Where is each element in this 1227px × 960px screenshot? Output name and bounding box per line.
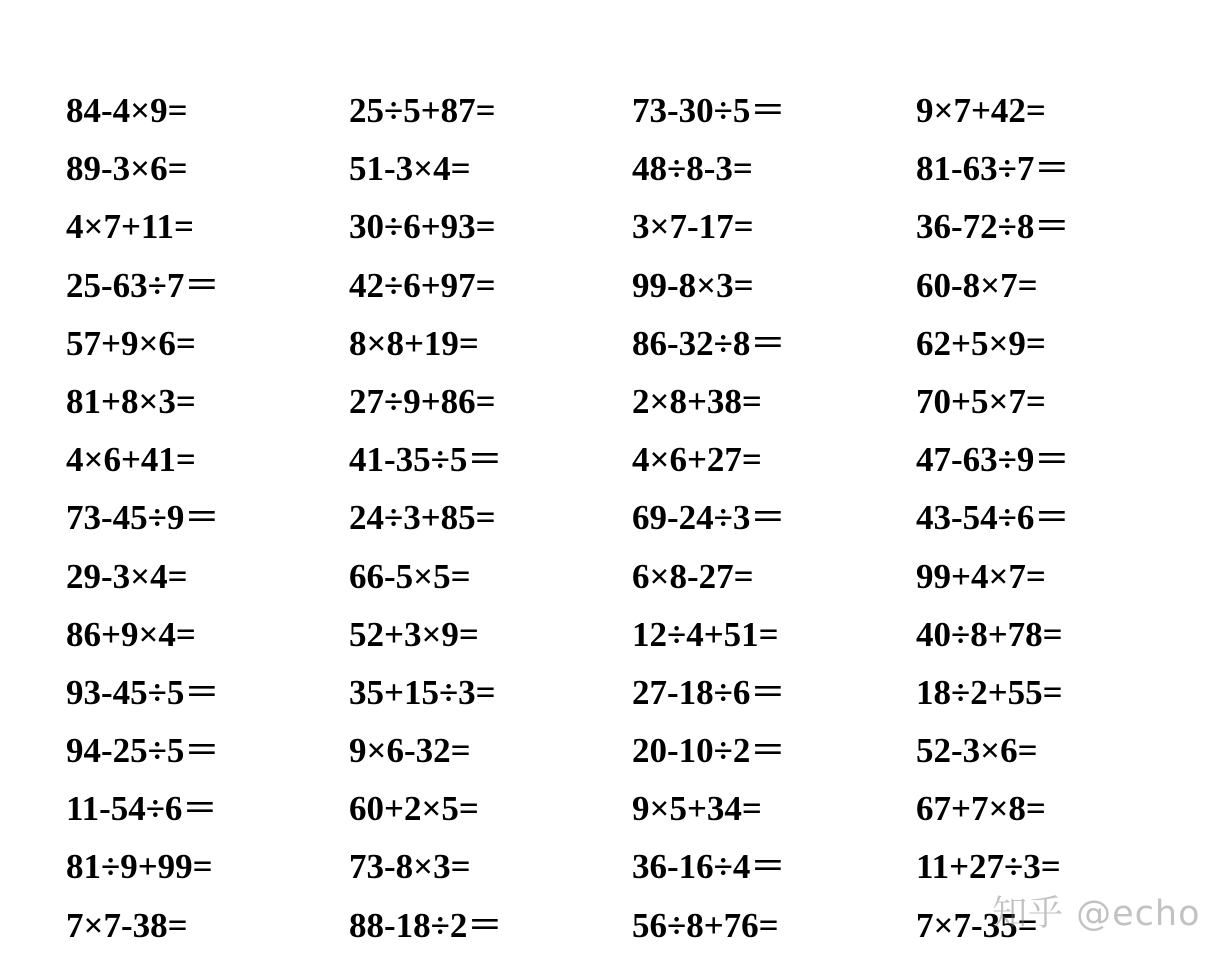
math-problem: 36-16÷4＝ bbox=[632, 847, 786, 887]
math-problem: 35+15÷3= bbox=[349, 672, 496, 712]
math-problem: 73-8×3= bbox=[349, 847, 471, 887]
math-problem: 9×6-32= bbox=[349, 731, 471, 771]
math-problem: 7×7-38= bbox=[66, 905, 188, 945]
math-problem: 40÷8+78= bbox=[916, 614, 1063, 654]
math-problem: 86-32÷8＝ bbox=[632, 323, 786, 363]
math-problem: 52+3×9= bbox=[349, 614, 479, 654]
math-problem: 86+9×4= bbox=[66, 614, 196, 654]
math-problem: 25-63÷7＝ bbox=[66, 265, 220, 305]
math-problem: 60+2×5= bbox=[349, 789, 479, 829]
math-problem: 81÷9+99= bbox=[66, 847, 213, 887]
math-problem: 52-3×6= bbox=[916, 731, 1038, 771]
math-problem: 27÷9+86= bbox=[349, 381, 496, 421]
math-problem: 4×6+27= bbox=[632, 440, 762, 480]
math-problem: 70+5×7= bbox=[916, 381, 1046, 421]
math-problem: 12÷4+51= bbox=[632, 614, 779, 654]
worksheet-grid bbox=[66, 82, 1196, 955]
math-problem: 99-8×3= bbox=[632, 265, 754, 305]
math-problem: 9×7+42= bbox=[916, 91, 1046, 130]
math-problem: 88-18÷2＝ bbox=[349, 905, 503, 945]
math-problem: 25÷5+87= bbox=[349, 91, 496, 130]
watermark: 知乎 @echo bbox=[992, 894, 1201, 934]
math-problem: 20-10÷2＝ bbox=[632, 731, 786, 771]
math-problem: 6×8-27= bbox=[632, 556, 754, 596]
math-problem: 2×8+38= bbox=[632, 381, 762, 421]
math-problem: 81-63÷7＝ bbox=[916, 149, 1070, 189]
math-problem: 42÷6+97= bbox=[349, 265, 496, 305]
math-problem: 73-30÷5＝ bbox=[632, 91, 786, 130]
math-problem: 24÷3+85= bbox=[349, 498, 496, 538]
math-problem: 48÷8-3= bbox=[632, 149, 753, 189]
math-problem: 62+5×9= bbox=[916, 323, 1046, 363]
math-problem: 67+7×8= bbox=[916, 789, 1046, 829]
math-problem: 7×7-35= bbox=[916, 905, 1038, 945]
math-problem: 29-3×4= bbox=[66, 556, 188, 596]
math-problem: 4×7+11= bbox=[66, 207, 194, 247]
math-problem: 69-24÷3＝ bbox=[632, 498, 786, 538]
math-problem: 73-45÷9＝ bbox=[66, 498, 220, 538]
math-problem: 3×7-17= bbox=[632, 207, 754, 247]
math-problem: 94-25÷5＝ bbox=[66, 731, 220, 771]
math-problem: 99+4×7= bbox=[916, 556, 1046, 596]
math-problem: 51-3×4= bbox=[349, 149, 471, 189]
math-problem: 11-54÷6＝ bbox=[66, 789, 218, 829]
math-problem: 8×8+19= bbox=[349, 323, 479, 363]
math-problem: 60-8×7= bbox=[916, 265, 1038, 305]
math-problem: 43-54÷6＝ bbox=[916, 498, 1070, 538]
math-problem: 36-72÷8＝ bbox=[916, 207, 1070, 247]
math-problem: 27-18÷6＝ bbox=[632, 672, 786, 712]
math-problem: 18÷2+55= bbox=[916, 672, 1063, 712]
math-problem: 56÷8+76= bbox=[632, 905, 779, 945]
math-problem: 66-5×5= bbox=[349, 556, 471, 596]
math-problem: 57+9×6= bbox=[66, 323, 196, 363]
math-problem: 89-3×6= bbox=[66, 149, 188, 189]
math-problem: 93-45÷5＝ bbox=[66, 672, 220, 712]
math-problem: 47-63÷9＝ bbox=[916, 440, 1070, 480]
math-problem: 9×5+34= bbox=[632, 789, 762, 829]
math-problem: 4×6+41= bbox=[66, 440, 196, 480]
math-problem: 84-4×9= bbox=[66, 91, 188, 130]
math-problem: 11+27÷3= bbox=[916, 847, 1061, 887]
math-problem: 41-35÷5＝ bbox=[349, 440, 503, 480]
math-problem: 81+8×3= bbox=[66, 381, 196, 421]
math-problem: 30÷6+93= bbox=[349, 207, 496, 247]
